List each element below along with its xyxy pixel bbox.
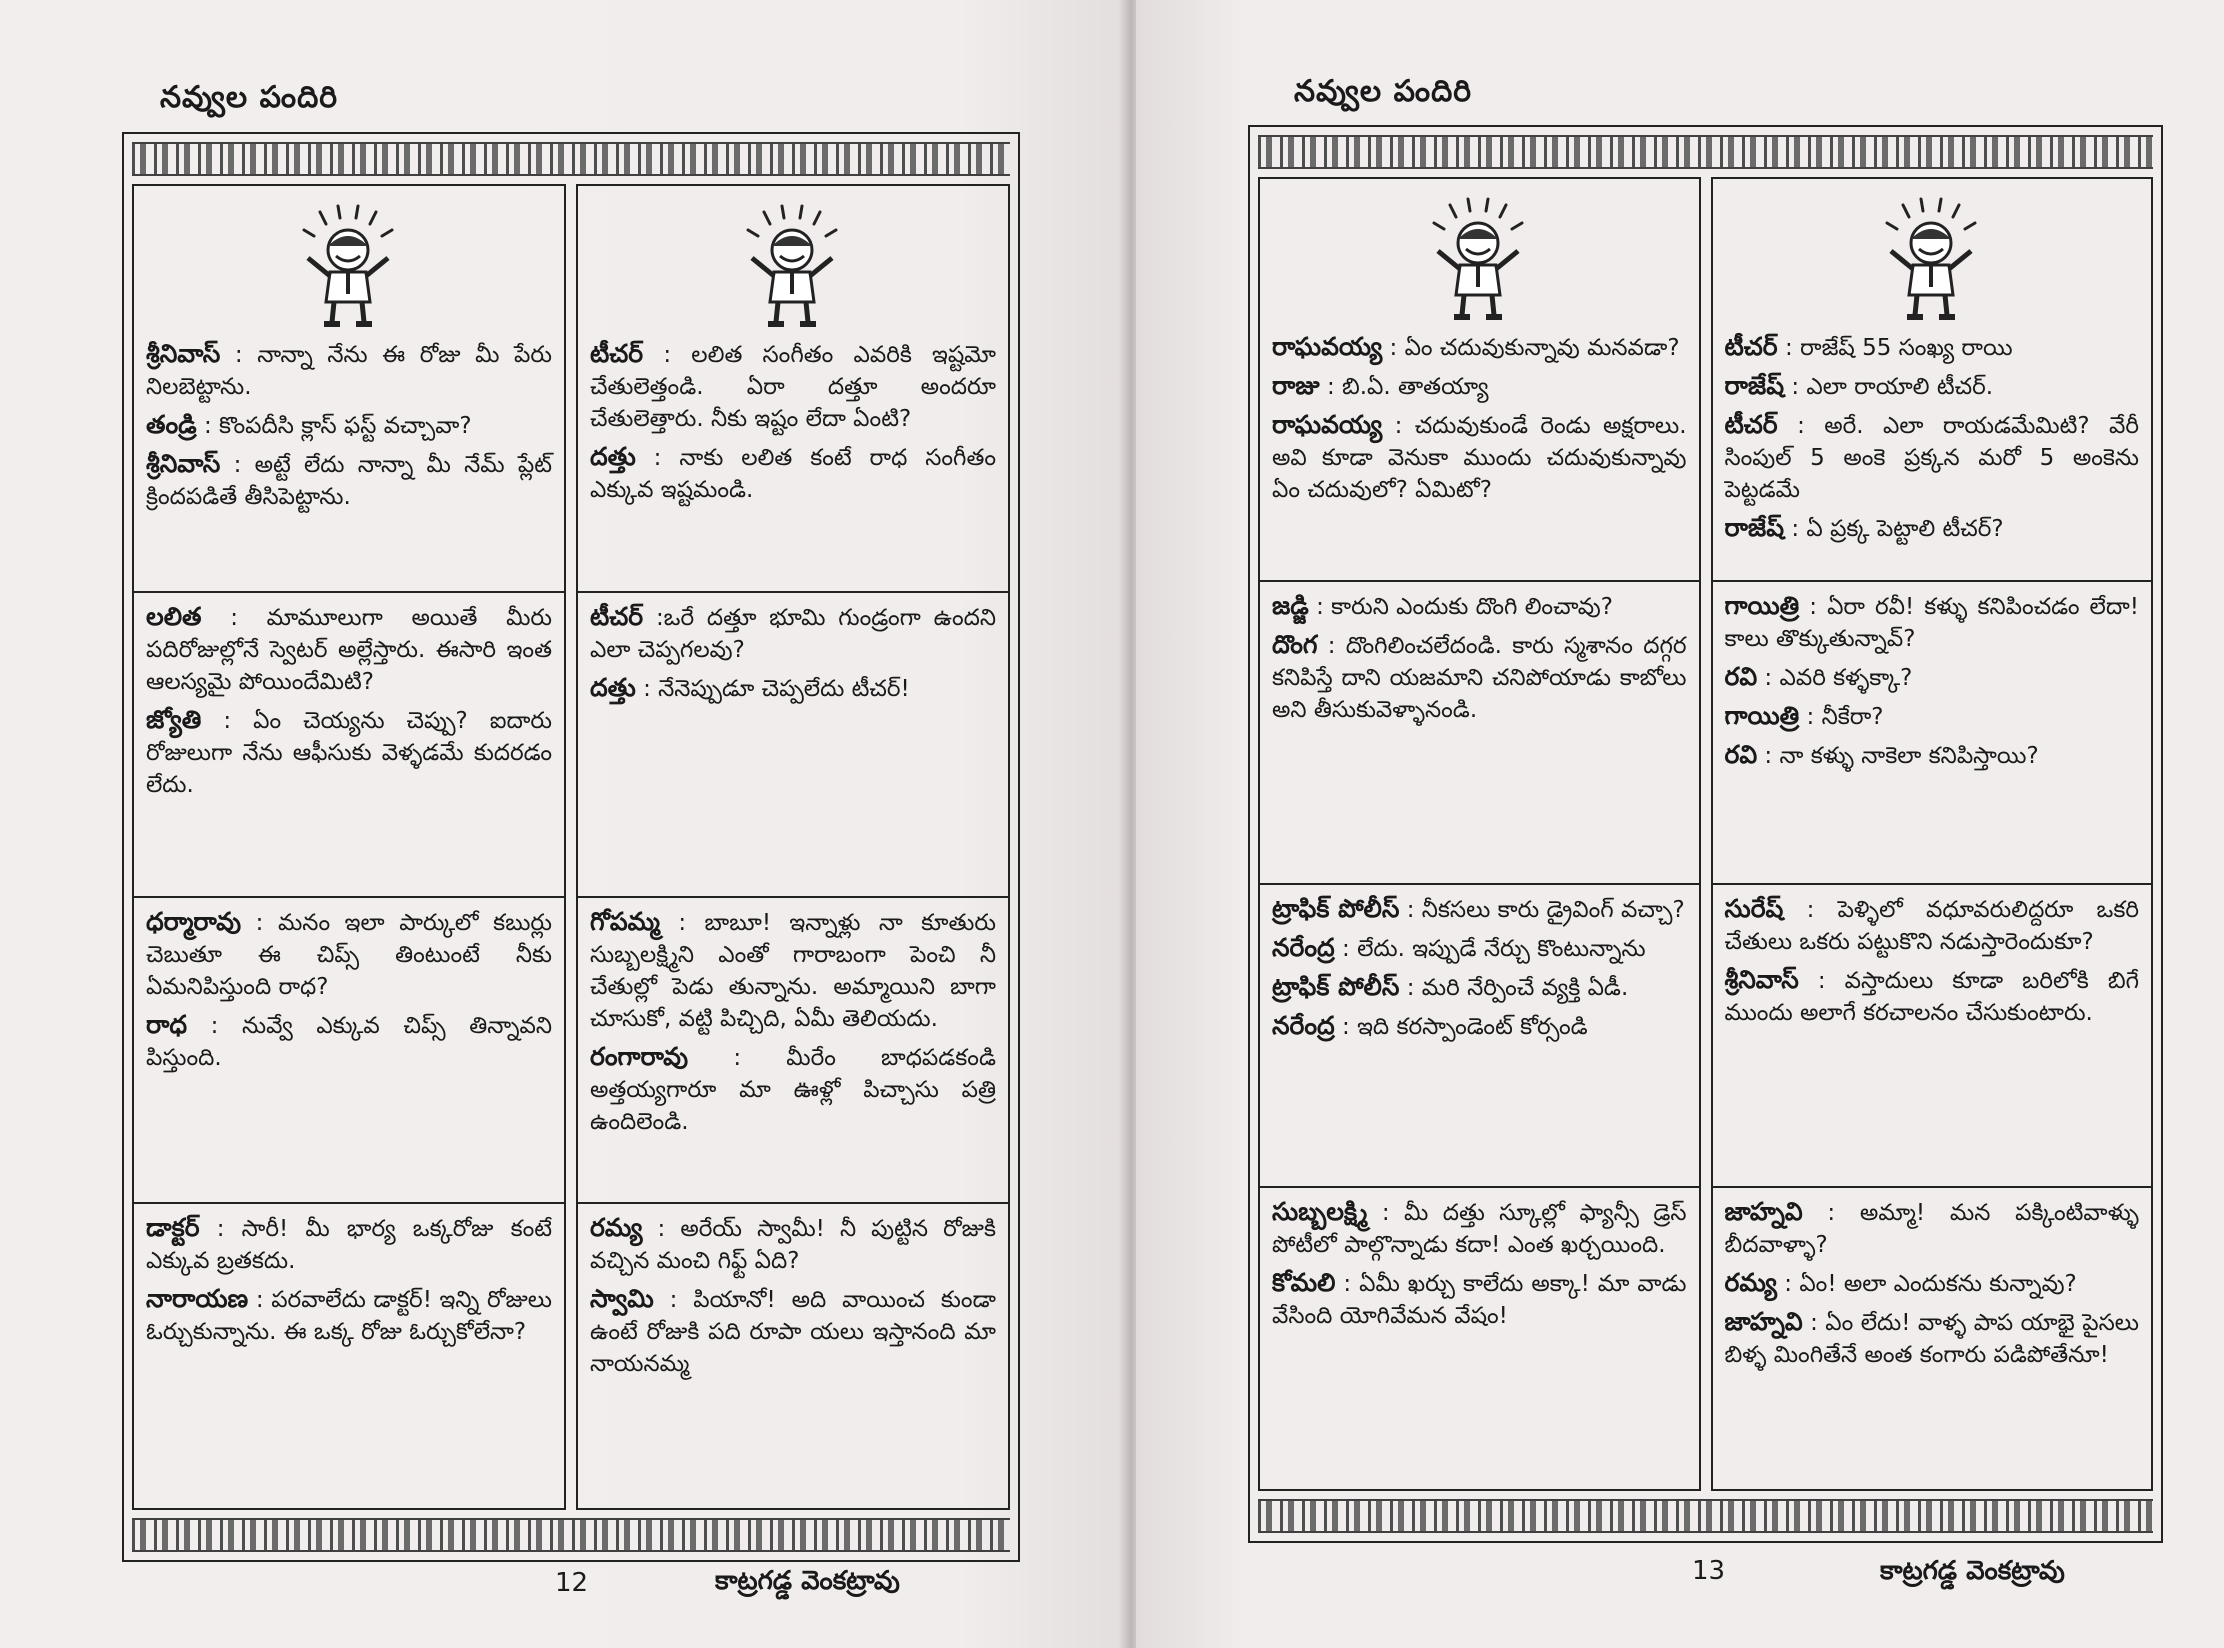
dialogue-line xyxy=(1725,661,2140,694)
joke-box xyxy=(1260,179,1699,582)
dialogue-line xyxy=(590,1212,996,1277)
dialogue-line xyxy=(590,906,996,1035)
dialogue-line xyxy=(590,1283,996,1380)
speaker-name: సురేష్ xyxy=(1724,893,1784,923)
page-number-left: 12 xyxy=(555,1568,589,1598)
speaker-name: డాక్టర్ xyxy=(146,1213,200,1243)
laughing-boy-icon xyxy=(1414,195,1544,325)
dialogue-text: : నువ్వే ఎక్కువ చిప్స్ తిన్నావని పిస్తుంది. xyxy=(146,1013,553,1072)
speaker-name: రంగారావు xyxy=(590,1042,689,1072)
dialogue-text: : మీ దత్తు స్కూల్లో ఫ్యాన్సీ డ్రెస్ పోటీలో పాల్గొన్నాడు కదా! ఎంత ఖర్చయింది. xyxy=(1272,1199,1687,1258)
dialogue-text: :ఒరే దత్తూ భూమి గుండ్రంగా ఉందని ఎలా చెప్పగలవు? xyxy=(590,604,996,663)
dialogue-text: : ఏరా రవీ! కళ్ళు కనిపించడం లేదా! కాలు తొక్కుతున్నావ్? xyxy=(1724,593,2139,652)
right-page xyxy=(1136,0,2224,1648)
dialogue-line xyxy=(1272,590,1687,623)
speaker-name: శ్రీనివాస్ xyxy=(146,449,221,478)
dialogue-text: : రాజేష్ 55 సంఖ్య రాయి xyxy=(1784,335,2013,361)
dialogue-text: : ఏం చదువుకున్నావు మనవడా? xyxy=(1389,335,1680,361)
speaker-name: దత్తు xyxy=(590,672,636,702)
dialogue-line xyxy=(146,448,552,513)
speaker-name: టీచర్ xyxy=(1724,332,1778,361)
speaker-name: రాఘవయ్య xyxy=(1272,410,1383,439)
dialogue-text: : అరే. ఎలా రాయడమేమిటి? వేరీ సింపుల్ 5 అంకె ప్రక్కన మరో 5 అంకెను పెట్టడమే xyxy=(1724,413,2139,503)
dialogue-text: : మనం ఇలా పార్కులో కబుర్లు చెబుతూ ఈ చిప్స్ తింటుంటే నీకు ఏమనిపిస్తుంది రాధ? xyxy=(146,910,552,1001)
dialogue-line xyxy=(146,1009,552,1074)
dialogue-line xyxy=(590,672,996,705)
speaker-name: ట్రాఫిక్ పోలీస్ xyxy=(1272,971,1400,1001)
speaker-name: శ్రీనివాస్ xyxy=(146,339,221,368)
dialogue-text: : నాకు లలిత కంటే రాధ సంగీతం ఎక్కువ ఇష్టమండి. xyxy=(590,445,996,503)
speaker-name: రవి xyxy=(1724,661,1758,691)
dialogue-line xyxy=(1725,512,2140,545)
joke-frame-right xyxy=(1248,125,2163,1543)
dialogue-line xyxy=(1725,590,2140,655)
dialogue-line xyxy=(146,1212,552,1277)
dialogue-text: : మరి నేర్పించే వ్యక్తి ఏడీ. xyxy=(1406,974,1629,1001)
speaker-name: తండ్రి xyxy=(146,410,197,439)
joke-box xyxy=(134,898,564,1204)
author-left: కాట్రగడ్డ వెంకట్రావు xyxy=(715,1566,900,1596)
decorative-border-bottom xyxy=(132,1518,1010,1552)
dialogue-line xyxy=(1725,1267,2140,1300)
joke-box xyxy=(134,1204,564,1508)
joke-box xyxy=(134,593,564,899)
joke-box xyxy=(578,186,1008,593)
dialogue-line xyxy=(146,409,552,442)
joke-box xyxy=(578,593,1008,899)
dialogue-line xyxy=(1272,629,1687,726)
joke-column xyxy=(1258,177,1701,1491)
speaker-name: సుబ్బలక్ష్మి xyxy=(1272,1196,1368,1226)
dialogue-text: : ఇది కరస్పాండెంట్ కోర్సండి xyxy=(1342,1013,1588,1040)
speaker-name: స్వామి xyxy=(590,1284,654,1314)
dialogue-line xyxy=(1272,971,1687,1004)
left-columns xyxy=(132,184,1010,1510)
dialogue-line xyxy=(1272,893,1687,926)
laughing-boy-icon xyxy=(284,202,414,332)
joke-column xyxy=(132,184,566,1510)
dialogue-line xyxy=(1272,932,1687,965)
dialogue-text: : లలిత సంగీతం ఎవరికి ఇష్టమో చేతులెత్తండి. ఏరా దత్తూ అందరూ చేతులెత్తారు. నీకు ఇష్టం లేదా ఏంటి? xyxy=(590,342,997,432)
speaker-name: నరేంద్ర xyxy=(1272,932,1335,962)
dialogue-text: : నా కళ్ళు నాకెలా కనిపిస్తాయి? xyxy=(1764,742,2039,769)
dialogue-text: : కారుని ఎందుకు దొంగి లించావు? xyxy=(1316,593,1613,620)
dialogue-text: : ఏం! అలా ఎందుకను కున్నావు? xyxy=(1784,1270,2077,1297)
dialogue-text: : ఎలా రాయాలి టీచర్. xyxy=(1791,374,1994,400)
dialogue-line xyxy=(1272,331,1687,364)
speaker-name: రాధ xyxy=(146,1010,188,1040)
dialogue-line xyxy=(1272,1196,1687,1261)
dialogue-text: : అట్టే లేదు నాన్నా మీ నేమ్ ప్లేట్ క్రిందపడితే తీసిపెట్టాను. xyxy=(146,452,553,510)
decorative-border-top xyxy=(1258,135,2153,169)
dialogue-text: : బి.ఏ. తాతయ్యా xyxy=(1326,374,1489,400)
speaker-name: నరేంద్ర xyxy=(1272,1010,1335,1040)
joke-box xyxy=(1713,885,2152,1188)
dialogue-text: : నాన్నా నేను ఈ రోజు మీ పేరు నిలబెట్టాను. xyxy=(146,342,552,400)
dialogue-text: : ఏం లేదు! వాళ్ళ పాప యాభై పైసలు బిళ్ళ మింగితేనే అంత కంగారు పడిపోతేనూ! xyxy=(1724,1309,2140,1368)
speaker-name: కోమలి xyxy=(1272,1267,1336,1297)
dialogue-text: : నీకేరా? xyxy=(1806,703,1884,730)
speaker-name: శ్రీనివాస్ xyxy=(1724,964,1799,994)
speaker-name: నారాయణ xyxy=(146,1284,249,1314)
speaker-name: రాజేష్ xyxy=(1724,371,1785,400)
joke-box xyxy=(1713,179,2152,582)
speaker-name: ట్రాఫిక్ పోలీస్ xyxy=(1272,893,1400,923)
joke-box xyxy=(578,898,1008,1204)
author-right: కాట్రగడ్డ వెంకట్రావు xyxy=(1880,1556,2065,1586)
dialogue-text: : మీరేం బాధపడకండి అత్తయ్యగారూ మా ఊళ్లో పిచ్చాసు పత్రి ఉందిలెండి. xyxy=(590,1045,996,1136)
dialogue-text: : ఎవరి కళ్ళక్కా? xyxy=(1764,664,1913,691)
joke-box xyxy=(1713,1188,2152,1489)
dialogue-line xyxy=(590,601,996,666)
speaker-name: జాహ్నవి xyxy=(1724,1196,1803,1226)
speaker-name: గోపమ్మ xyxy=(590,907,661,937)
dialogue-text: : సారీ! మీ భార్య ఒక్కరోజు కంటే ఎక్కువ బ్రతకదు. xyxy=(146,1216,553,1275)
page-number-right: 13 xyxy=(1692,1556,1726,1586)
speaker-name: దొంగ xyxy=(1272,629,1318,659)
dialogue-text: : నీకసలు కారు డ్రైవింగ్ వచ్చా? xyxy=(1406,896,1685,923)
speaker-name: లలిత xyxy=(146,601,202,631)
dialogue-line xyxy=(146,338,552,403)
dialogue-line xyxy=(146,1283,552,1348)
speaker-name: జడ్జి xyxy=(1272,590,1309,620)
speaker-name: టీచర్ xyxy=(590,601,644,631)
dialogue-text: : పెళ్ళిలో వధూవరులిద్దరూ ఒకరి చేతులు ఒకరు పట్టుకొని నడుస్తారెందుకూ? xyxy=(1724,896,2139,955)
speaker-name: ధర్మారావు xyxy=(146,907,242,937)
joke-box xyxy=(1260,885,1699,1188)
joke-box xyxy=(578,1204,1008,1508)
dialogue-line xyxy=(1725,739,2140,772)
dialogue-text: : అరేయ్ స్వామీ! నీ పుట్టిన రోజుకి వచ్చిన మంచి గిఫ్ట్ ఏది? xyxy=(590,1216,997,1275)
speaker-name: జాహ్నవి xyxy=(1724,1306,1803,1336)
laughing-boy-icon xyxy=(1867,195,1997,325)
dialogue-text: : ఏం చెయ్యను చెప్పు? ఐదారు రోజులుగా నేను ఆఫీసుకు వెళ్ళడమే కుదరడం లేదు. xyxy=(146,707,552,798)
speaker-name: గాయిత్రి xyxy=(1724,590,1800,620)
dialogue-text: : పియానో! అది వాయించ కుండా ఉంటే రోజుకి పది రూపా యలు ఇస్తానంది మా నాయనమ్మ xyxy=(590,1287,996,1378)
dialogue-line xyxy=(590,338,996,435)
running-title-left: నవ్వుల పందిరి xyxy=(160,80,339,115)
speaker-name: రవి xyxy=(1724,739,1758,769)
joke-box xyxy=(1713,582,2152,885)
speaker-name: రాజేష్ xyxy=(1724,513,1785,542)
dialogue-line xyxy=(1725,700,2140,733)
dialogue-line xyxy=(590,1041,996,1138)
joke-box xyxy=(134,186,564,593)
joke-column xyxy=(576,184,1010,1510)
dialogue-line xyxy=(1725,1196,2140,1261)
dialogue-line xyxy=(590,441,996,506)
decorative-border-bottom xyxy=(1258,1499,2153,1533)
decorative-border-top xyxy=(132,142,1010,176)
dialogue-line xyxy=(1272,1010,1687,1043)
joke-box xyxy=(1260,1188,1699,1489)
laughing-boy-icon xyxy=(728,202,858,332)
dialogue-text: : చదువుకుండే రెండు అక్షరాలు. అవి కూడా వెనుకా ముందు చదువుకున్నావు ఏం చదువులో? ఏమిటో? xyxy=(1272,413,1687,503)
dialogue-line xyxy=(1725,331,2140,364)
dialogue-line xyxy=(146,601,552,698)
joke-box xyxy=(1260,582,1699,885)
dialogue-line xyxy=(1725,964,2140,1029)
speaker-name: రమ్య xyxy=(590,1213,643,1243)
speaker-name: జ్యోతి xyxy=(146,704,202,734)
speaker-name: టీచర్ xyxy=(1724,410,1778,439)
right-columns xyxy=(1258,177,2153,1491)
speaker-name: టీచర్ xyxy=(590,339,644,368)
running-title-right: నవ్వుల పందిరి xyxy=(1294,74,1473,109)
dialogue-text: : పరవాలేదు డాక్టర్! ఇన్ని రోజులు ఓర్చుకున్నాను. ఈ ఒక్క రోజు ఓర్చుకోలేనా? xyxy=(146,1287,552,1346)
dialogue-text: : ఏమీ ఖర్చు కాలేదు అక్కా! మా వాడు వేసింది యోగివేమన వేషం! xyxy=(1272,1270,1687,1329)
dialogue-line xyxy=(146,704,552,801)
dialogue-text: : లేదు. ఇప్పుడే నేర్చు కొంటున్నాను xyxy=(1342,935,1646,962)
dialogue-line xyxy=(1272,1267,1687,1332)
dialogue-text: : వస్తాదులు కూడా బరిలోకి బిగే ముందు అలాగే కరచాలనం చేసుకుంటారు. xyxy=(1724,967,2140,1026)
dialogue-text: : బాబూ! ఇన్నాళ్లు నా కూతురు సుబ్బలక్ష్మిని ఎంతో గారాబంగా పెంచి నీ చేతుల్లో పెడు తున్నాను. అమ్మాయిని బాగా చూసుకో, వట్టి పిచ్చిది, ఏమీ తెలియదు. xyxy=(590,910,996,1033)
dialogue-line xyxy=(1725,893,2140,958)
dialogue-line xyxy=(1725,409,2140,506)
dialogue-line xyxy=(1725,1306,2140,1371)
speaker-name: దత్తు xyxy=(590,442,636,471)
speaker-name: రమ్య xyxy=(1724,1267,1777,1297)
speaker-name: రాజు xyxy=(1272,371,1320,400)
dialogue-text: : అమ్మా! మన పక్కింటివాళ్ళు బీదవాళ్ళా? xyxy=(1724,1199,2139,1258)
joke-column xyxy=(1711,177,2154,1491)
joke-frame-left xyxy=(122,132,1020,1562)
speaker-name: గాయిత్రి xyxy=(1724,700,1800,730)
dialogue-line xyxy=(1272,370,1687,403)
dialogue-line xyxy=(146,906,552,1003)
dialogue-text: : మామూలుగా అయితే మీరు పదిరోజుల్లోనే స్వెటర్ అల్లేస్తారు. ఈసారి ఇంత ఆలస్యమై పోయిందేమిటి? xyxy=(146,604,553,695)
dialogue-text: : కొంపదీసి క్లాస్ ఫస్ట్ వచ్చావా? xyxy=(203,413,472,439)
dialogue-text: : నేనెప్పుడూ చెప్పలేదు టీచర్! xyxy=(643,675,910,702)
dialogue-text: : దొంగిలించలేదండి. కారు స్మశానం దగ్గర కనిపిస్తే దాని యజమాని చనిపోయాడు కాబోలు అని తీసుకువెళ్ళానండి. xyxy=(1272,632,1687,723)
dialogue-line xyxy=(1272,409,1687,506)
dialogue-text: : ఏ ప్రక్క పెట్టాలి టీచర్? xyxy=(1791,516,2004,542)
speaker-name: రాఘవయ్య xyxy=(1272,332,1383,361)
dialogue-line xyxy=(1725,370,2140,403)
